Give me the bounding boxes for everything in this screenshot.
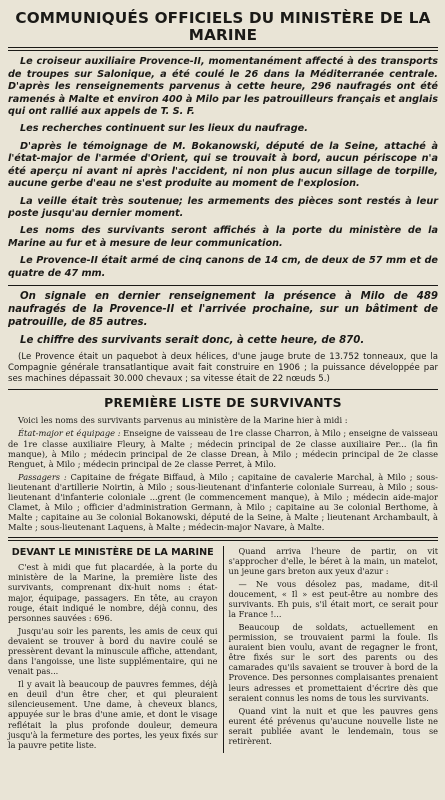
communique-paragraph: La veille était très soutenue; les armements des pièces sont restés à leur poste jusqu'au dernier moment.	[8, 195, 438, 219]
communique-paragraph: Les recherches continuent sur les lieux du naufrage.	[20, 123, 308, 135]
columns-rule	[8, 537, 438, 541]
survivor-count-paragraph: Le chiffre des survivants serait donc, à cette heure, de 870.	[20, 335, 365, 347]
communique-paragraph: Les noms des survivants seront affichés à la porte du ministère de la Marine au fur et à mesure de leur communication.	[8, 225, 438, 249]
passengers-lead-label: Passagers :	[18, 471, 67, 482]
communique-paragraph: Le Provence-II était armé de cinq canons de 14 cm, de deux de 57 mm et de quatre de 47 mm.	[8, 255, 438, 279]
left-column-paragraph: C'est à midi que fut placardée, à la porte du ministère de la Marine, la première liste des survivants, comprenant dix-huit noms : état-major, équipage, passagers. En tête, au crayon rouge, était indiqué le nombre, déjà connu, des personnes sauvées : 696.	[8, 562, 218, 623]
passenger-names: Capitaine de frégate Biffaud, à Milo ; capitaine de cavalerie Marchal, à Milo ; sous-lieutenant d'artillerie Noirtin, à Milo ; sous-lieutenant d'infanterie coloniale Surreau, à Milo ; sous-lieutenant d'infanterie coloniale ...grent (le commencement manque), à Milo ; médecin aide-major Clamet, à Milo ; officier d'administration Germann, à Milo ; capitaine au 3e colonial Berthome, à Malte ; capitaine au 3e colonial Bokanowski, député de la Seine, à Malte ; lieutenant Archambault, à Malte ; sous-lieutenant Laquens, à Malte ; médecin-major Navare, à Malte.	[8, 471, 438, 533]
communique-paragraph: Le croiseur auxiliaire Provence-II, momentanément affecté à des transports de troupes sur Salonique, a été coulé le 26 dans la Méditerranée centrale. D'après les renseignements parvenus à cette heure, 296 naufragés ont été ramenés à Malte et environ 400 à Milo par les patrouilleurs français et anglais qui ont rallié aux appels de T. S. F.	[8, 56, 438, 118]
communique-paragraph: D'après le témoignage de M. Bokanowski, député de la Seine, attaché à l'état-major de l'armée d'Orient, qui se trouvait à bord, aucun périscope n'a été aperçu ni avant ni après l'accident, ni non plus aucun sillage de torpille, aucune gerbe d'eau ne s'est produite au moment de l'explosion.	[8, 140, 438, 190]
survivor-list-passengers	[8, 472, 438, 533]
provence-note: (Le Provence était un paquebot à deux hélices, d'une jauge brute de 13.752 tonneaux, que la Compagnie générale transatlantique avait fait construire en 1906 ; la puissance développée par ses machines dépassait 30.000 chevaux ; sa vitesse était de 22 nœuds 5.)	[8, 352, 438, 384]
article-columns	[8, 546, 438, 753]
section-divider	[8, 389, 438, 390]
left-column-paragraph: Il y avait là beaucoup de pauvres femmes, déjà en deuil d'un être cher, et qui pleuraient silencieusement. Une dame, à cheveux blancs, appuyée sur le bras d'une amie, et dont le visage reflétait la plus profonde douleur, demeura jusqu'à la fermeture des portes, les yeux fixés sur la pauvre petite liste.	[8, 679, 218, 750]
right-column-paragraph: Beaucoup de soldats, actuellement en permission, se trouvaient parmi la foule. Ils auraient bien voulu, avant de regagner le front, être fixés sur le sort des parents ou des camarades qu'ils savaient se trouver à bord de la Provence. Des personnes complaisantes prenaient leurs adresses et promettaient d'écrire dès que seraient connus les noms de tous les survivants.	[228, 622, 438, 703]
section-divider	[8, 285, 438, 286]
staff-lead-label: État-major et équipage :	[18, 428, 121, 439]
left-column	[8, 546, 224, 753]
survivor-list-intro: Voici les noms des survivants parvenus au ministère de la Marine hier à midi :	[18, 415, 348, 426]
left-column-title: DEVANT LE MINISTÈRE DE LA MARINE	[11, 546, 214, 558]
right-column-paragraph: Quand arriva l'heure de partir, on vit s'approcher d'elle, le béret à la main, un matelot, un jeune gars breton aux yeux d'azur :	[228, 545, 438, 576]
survivor-list-staff	[8, 428, 438, 468]
headline-rule	[8, 47, 438, 51]
right-column-paragraph: — Ne vous désolez pas, madame, dit-il doucement, « Il » est peut-être au nombre des survivants. Eh puis, s'il était mort, ce serait pour la France !...	[228, 578, 438, 619]
left-column-paragraph: Jusqu'au soir les parents, les amis de ceux qui devaient se trouver à bord du navire coulé se pressèrent devant la minuscule affiche, attendant, dans l'angoisse, une liste supplémentaire, qui ne venait pas...	[8, 625, 218, 677]
page-headline: COMMUNIQUÉS OFFICIELS DU MINISTÈRE DE LA MARINE	[15, 9, 431, 44]
right-column-paragraph: Quand vint la nuit et que les pauvres gens eurent été prévenus qu'aucune nouvelle liste ne serait publiée avant le lendemain, tous se retirèrent.	[228, 705, 438, 746]
survivor-list-title: PREMIÈRE LISTE DE SURVIVANTS	[104, 395, 342, 411]
right-column	[224, 546, 439, 753]
last-info-paragraph: On signale en dernier renseignement la présence à Milo de 489 naufragés de la Provence-II et l'arrivée prochaine, sur un bâtiment de patrouille, de 85 autres.	[8, 290, 438, 329]
staff-names: Enseigne de vaisseau de 1re classe Charron, à Milo ; enseigne de vaisseau de 1re classe auxiliaire Fleury, à Malte ; médecin principal de 2e classe auxiliaire Per... (la fin manque), à Milo ; médecin principal de 2e classe Drean, à Milo ; médecin principal de 2e classe Renguet, à Milo ; médecin principal de 2e classe Perret, à Milo.	[8, 428, 438, 469]
